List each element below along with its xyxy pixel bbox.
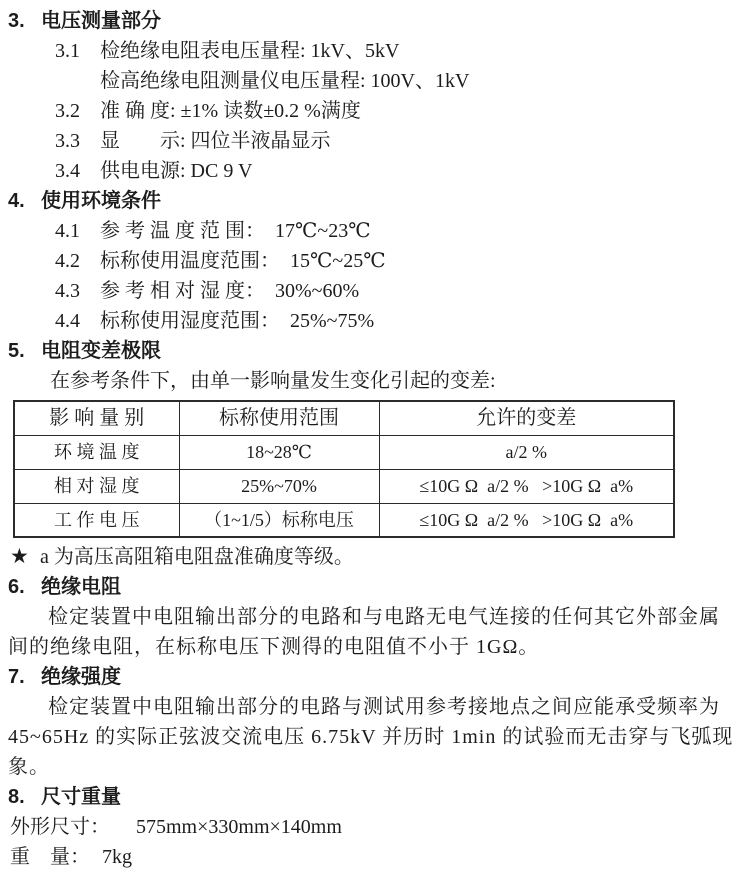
table-cell: a/2 % xyxy=(379,435,674,469)
dimension-value: 575mm×330mm×140mm xyxy=(136,816,342,838)
item-number: 4.4 xyxy=(55,310,80,332)
item-number: 3.3 xyxy=(55,130,80,152)
section-6-header xyxy=(8,572,710,602)
table-header-range: 标称使用范围 xyxy=(179,401,379,435)
footnote xyxy=(10,541,710,572)
spec-item-4-2 xyxy=(8,246,710,276)
table-cell: 25%~70% xyxy=(179,469,379,503)
item-number: 4.3 xyxy=(55,280,80,302)
spec-item-3-1-cont xyxy=(8,66,710,96)
spec-item-3-1 xyxy=(8,36,710,66)
section-5-header xyxy=(8,336,710,366)
dimension-label: 外形尺寸： xyxy=(10,816,110,838)
item-text: 供电电源: DC 9 V xyxy=(100,160,253,182)
spec-item-4-3 xyxy=(8,276,710,306)
table-cell: ≤10G Ω a/2 % >10G Ω a% xyxy=(379,503,674,537)
item-number: 3.4 xyxy=(55,160,80,182)
table-cell: （1~1/5）标称电压 xyxy=(179,503,379,537)
table-header-row xyxy=(14,401,674,435)
table-intro-text: 在参考条件下，由单一影响量发生变化引起的变差: xyxy=(50,370,496,392)
table-header-variation: 允许的变差 xyxy=(379,401,674,435)
item-text: 参 考 相 对 湿 度： 30%~60% xyxy=(100,280,360,302)
paragraph-line: 检定装置中电阻输出部分的电路与测试用参考接地点之间应能承受频率为 xyxy=(48,696,720,718)
weight-label: 重 量： xyxy=(10,846,90,868)
spec-item-3-4 xyxy=(8,156,710,186)
item-text: 标称使用温度范围： 15℃~25℃ xyxy=(100,250,386,272)
spec-item-4-1 xyxy=(8,216,710,246)
item-text: 检高绝缘电阻测量仪电压量程: 100V、1kV xyxy=(100,70,470,92)
table-row-temperature xyxy=(14,435,674,469)
paragraph-line: 象。 xyxy=(8,756,50,778)
table-row-humidity xyxy=(14,469,674,503)
item-number: 3.1 xyxy=(55,40,80,62)
section-number: 6. xyxy=(8,576,25,598)
item-text: 显 示: 四位半液晶显示 xyxy=(100,130,331,152)
item-text: 参 考 温 度 范 围： 17℃~23℃ xyxy=(100,220,371,242)
item-number: 4.2 xyxy=(55,250,80,272)
item-number: 4.1 xyxy=(55,220,80,242)
section-title: 电压测量部分 xyxy=(41,10,161,32)
weight-row xyxy=(10,842,710,872)
variation-limits-table xyxy=(13,400,675,538)
paragraph-line: 45~65Hz 的实际正弦波交流电压 6.75kV 并历时 1min 的试验而无击穿与飞弧现 xyxy=(8,726,734,748)
section-number: 8. xyxy=(8,786,25,808)
table-cell: 18~28℃ xyxy=(179,435,379,469)
section-number: 7. xyxy=(8,666,25,688)
section-7-header xyxy=(8,662,710,692)
item-text: 检绝缘电阻表电压量程: 1kV、5kV xyxy=(100,40,400,62)
weight-value: 7kg xyxy=(102,846,132,868)
spec-item-3-2 xyxy=(8,96,710,126)
section-title: 尺寸重量 xyxy=(41,786,121,808)
section-title: 电阻变差极限 xyxy=(41,340,161,362)
section-number: 4. xyxy=(8,190,25,212)
table-cell: 相 对 湿 度 xyxy=(14,469,179,503)
section-4-header xyxy=(8,186,710,216)
paragraph-line: 间的绝缘电阻，在标称电压下测得的电阻值不小于 1GΩ。 xyxy=(8,636,540,658)
item-number xyxy=(55,66,100,96)
table-cell: 工 作 电 压 xyxy=(14,503,179,537)
section-number: 5. xyxy=(8,340,25,362)
spec-item-3-3 xyxy=(8,126,710,156)
paragraph-line: 检定装置中电阻输出部分的电路和与电路无电气连接的任何其它外部金属 xyxy=(48,606,720,628)
section-title: 使用环境条件 xyxy=(41,190,161,212)
star-icon: ★ xyxy=(10,544,29,568)
item-number: 3.2 xyxy=(55,100,80,122)
table-cell: ≤10G Ω a/2 % >10G Ω a% xyxy=(379,469,674,503)
table-row-voltage xyxy=(14,503,674,537)
section-number: 3. xyxy=(8,10,25,32)
footnote-text: a 为高压高阻箱电阻盘准确度等级。 xyxy=(40,546,354,568)
section-8-header xyxy=(8,782,710,812)
table-cell: 环 境 温 度 xyxy=(14,435,179,469)
section-title: 绝缘电阻 xyxy=(41,576,121,598)
table-header-influence: 影 响 量 别 xyxy=(14,401,179,435)
section-3-header xyxy=(8,6,710,36)
item-text: 准 确 度: ±1% 读数±0.2 %满度 xyxy=(100,100,361,122)
spec-item-4-4 xyxy=(8,306,710,336)
dimension-row xyxy=(10,812,710,842)
section-title: 绝缘强度 xyxy=(41,666,121,688)
item-text: 标称使用湿度范围： 25%~75% xyxy=(100,310,375,332)
